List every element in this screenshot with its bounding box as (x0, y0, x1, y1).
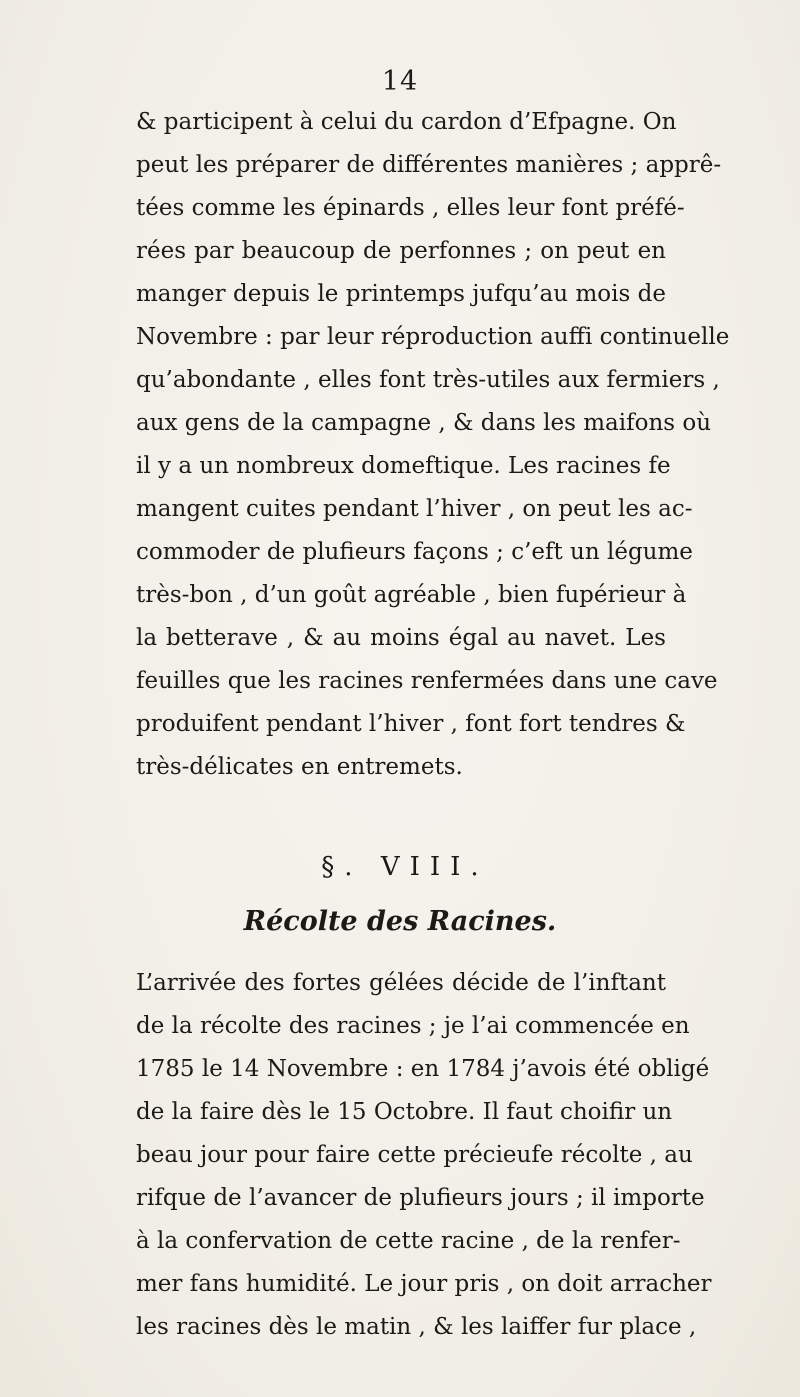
text-line: il y a un nombreux domeftique. Les racines fe (136, 453, 671, 479)
text-line: rées par beaucoup de perfonnes ; on peut en (136, 238, 666, 264)
text-line: beau jour pour faire cette précieufe récolte , au (136, 1142, 693, 1168)
text-line: peut les préparer de différentes manières ; apprê- (136, 152, 722, 178)
text-line: la betterave , & au moins égal au navet. Les (136, 625, 666, 651)
text-line: très-bon , d’un goût agréable , bien fupérieur à (136, 582, 687, 608)
section-heading (0, 852, 800, 892)
text-line: de la faire dès le 15 Octobre. Il faut choifir un (136, 1099, 673, 1125)
text-line: produifent pendant l’hiver , font fort tendres & (136, 711, 686, 737)
text-line: commoder de plufieurs façons ; c’eft un légume (136, 539, 693, 565)
text-line: à la confervation de cette racine , de la renfer- (136, 1228, 681, 1254)
text-line: rifque de l’avancer de plufieurs jours ; il importe (136, 1185, 705, 1211)
text-line: les racines dès le matin , & les laiffer fur place , (136, 1314, 697, 1340)
paragraph-2 (136, 962, 712, 1349)
text-line: très-délicates en entremets. (136, 754, 463, 780)
text-line: qu’abondante , elles font très-utiles aux fermiers , (136, 367, 720, 393)
text-line: mer fans humidité. Le jour pris , on doit arracher (136, 1271, 712, 1297)
text-line: 1785 le 14 Novembre : en 1784 j’avois été obligé (136, 1056, 710, 1082)
page-number: 14 (381, 66, 419, 97)
paragraph-1 (136, 101, 730, 789)
text-line: Novembre : par leur réproduction auffi continuelle (136, 324, 730, 350)
section-title: Récolte des Racines. (243, 906, 557, 937)
text-line: tées comme les épinards , elles leur font préfé- (136, 195, 685, 221)
text-line: de la récolte des racines ; je l’ai commencée en (136, 1013, 690, 1039)
text-line: mangent cuites pendant l’hiver , on peut les ac- (136, 496, 693, 522)
text-line: L’arrivée des fortes gélées décide de l’inftant (136, 970, 666, 996)
section-number: §. VIII. (321, 852, 489, 882)
text-line: & participent à celui du cardon d’Efpagne. On (136, 109, 677, 135)
text-line: aux gens de la campagne , & dans les maifons où (136, 410, 712, 436)
text-line: manger depuis le printemps jufqu’au mois de (136, 281, 666, 307)
text-line: feuilles que les racines renfermées dans une cave (136, 668, 718, 694)
